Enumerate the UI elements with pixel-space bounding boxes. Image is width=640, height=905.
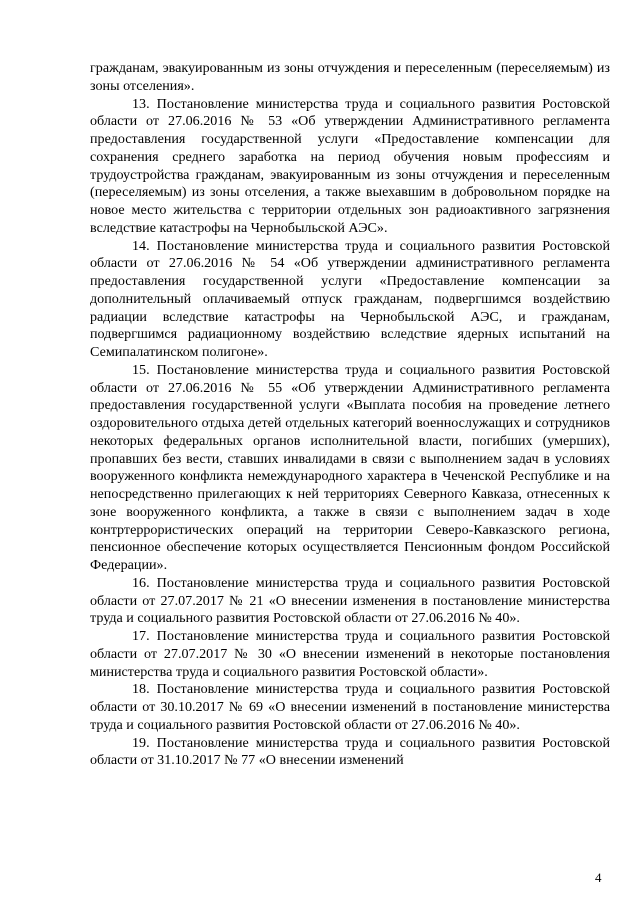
paragraph-item-13: 13. Постановление министерства труда и социального развития Ростовской области от 27.06.2016 № 53 «Об утверждении Административного регламента предоставления государственной услуги «Предоставление компенсации для сохранения среднего заработка на период обучения новым профессиям и трудоустройства гражданам, эвакуированным из зоны отчуждения и переселенным (переселяемым) из зоны отселения, а также выехавшим в добровольном порядке на новое место жительства с территории отдельных зон радиоактивного загрязнения вследствие катастрофы на Чернобыльской АЭС». (90, 95, 610, 236)
paragraph-continuation: гражданам, эвакуированным из зоны отчуждения и переселенным (переселяемым) из зоны отселения». (90, 60, 610, 94)
paragraph-item-15: 15. Постановление министерства труда и социального развития Ростовской области от 27.06.2016 № 55 «Об утверждении Административного регламента предоставления государственной услуги «Выплата пособия на проведение летнего оздоровительного отдыха детей отдельных категорий военнослужащих и сотрудников некоторых федеральных органов исполнительной власти, погибших (умерших), пропавших без вести, ставших инвалидами в связи с выполнением задач в условиях вооруженного конфликта немеждународного характера в Чеченской Республике и на непосредственно прилегающих к ней территориях Северного Кавказа, отнесенных к зоне вооруженного конфликта, а также в связи с выполнением задач в ходе контртеррористических операций на территории Северо-Кавказского региона, пенсионное обеспечение которых осуществляется Пенсионным фондом Российской Федерации». (90, 361, 610, 573)
paragraph-item-16: 16. Постановление министерства труда и социального развития Ростовской области от 27.07.2017 № 21 «О внесении изменения в постановление министерства труда и социального развития Ростовской области от 27.06.2016 № 40». (90, 574, 610, 627)
paragraph-item-18: 18. Постановление министерства труда и социального развития Ростовской области от 30.10.2017 № 69 «О внесении изменений в постановление министерства труда и социального развития Ростовской области от 27.06.2016 № 40». (90, 681, 610, 733)
paragraph-item-19: 19. Постановление министерства труда и социального развития Ростовской области от 31.10.2017 № 77 «О внесении изменений (90, 734, 610, 769)
paragraph-item-17: 17. Постановление министерства труда и социального развития Ростовской области от 27.07.2017 № 30 «О внесении изменений в некоторые постановления министерства труда и социального развития Ростовской области». (90, 628, 610, 680)
paragraph-item-14: 14. Постановление министерства труда и социального развития Ростовской области от 27.06.2016 № 54 «Об утверждении административного регламента предоставления государственной услуги «Предоставление компенсации за дополнительный оплачиваемый отпуск гражданам, подвергшимся воздействию радиации вследствие катастрофы на Чернобыльской АЭС, и гражданам, подвергшимся радиационному воздействию вследствие ядерных испытаний на Семипалатинском полигоне». (90, 237, 610, 360)
page-number: 4 (595, 870, 602, 885)
